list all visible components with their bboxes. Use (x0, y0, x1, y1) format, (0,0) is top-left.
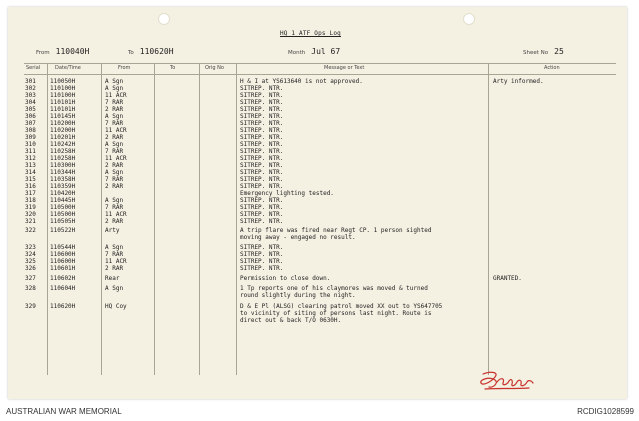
from-unit: A Sgn (105, 141, 124, 148)
serial-number: 326 (25, 265, 36, 272)
column-header-orig-no: Orig No (205, 65, 224, 71)
from-unit: 7 RAR (105, 204, 124, 211)
serial-number: 301 (25, 78, 36, 85)
archive-credit: AUSTRALIAN WAR MEMORIAL (6, 407, 122, 416)
message-text: SITREP. NTR. (240, 218, 284, 225)
date-time: 110101H (50, 106, 76, 113)
from-unit: 7 RAR (105, 176, 124, 183)
serial-number: 324 (25, 251, 36, 258)
from-unit: 2 RAR (105, 162, 124, 169)
column-header-datetime: Date/Time (55, 65, 81, 71)
date-time: 110050H (50, 78, 76, 85)
serial-number: 316 (25, 183, 36, 190)
from-unit: 2 RAR (105, 106, 124, 113)
message-text: H & I at YS613640 is not approved. (240, 78, 363, 85)
from-unit: 11 ACR (105, 155, 127, 162)
column-divider (101, 63, 102, 375)
date-time: 110100H (50, 85, 76, 92)
message-text: SITREP. NTR. (240, 148, 284, 155)
column-header-serial: Serial (26, 65, 41, 71)
message-text: Permission to close down. (240, 275, 331, 282)
date-time: 110500H (50, 204, 76, 211)
serial-number: 309 (25, 134, 36, 141)
serial-number: 329 (25, 303, 36, 310)
action-text: GRANTED. (493, 275, 522, 282)
to-value: 110620H (139, 47, 174, 56)
from-unit: A Sgn (105, 244, 124, 251)
from-unit: A Sgn (105, 85, 124, 92)
serial-number: 306 (25, 113, 36, 120)
from-unit: 11 ACR (105, 258, 127, 265)
message-text: SITREP. NTR. (240, 169, 284, 176)
column-divider (154, 63, 155, 375)
from-unit: HQ Coy (105, 303, 127, 310)
message-text: SITREP. NTR. (240, 211, 284, 218)
from-unit: A Sgn (105, 285, 124, 292)
date-time: 110200H (50, 127, 76, 134)
from-unit: 11 ACR (105, 211, 127, 218)
serial-number: 328 (25, 285, 36, 292)
message-text: SITREP. NTR. (240, 134, 284, 141)
date-time: 110620H (50, 303, 76, 310)
column-header-to: To (170, 65, 176, 71)
serial-number: 318 (25, 197, 36, 204)
date-time: 110300H (50, 162, 76, 169)
date-time: 110544H (50, 244, 76, 251)
month-field (288, 47, 340, 56)
from-unit: 7 RAR (105, 99, 124, 106)
message-text: SITREP. NTR. (240, 92, 284, 99)
message-text: SITREP. NTR. (240, 176, 284, 183)
from-value: 110040H (55, 47, 90, 56)
serial-number: 313 (25, 162, 36, 169)
message-text: SITREP. NTR. (240, 258, 284, 265)
punch-hole-left (158, 13, 170, 25)
message-text: SITREP. NTR. (240, 162, 284, 169)
message-text: Emergency lighting tested. (240, 190, 334, 197)
serial-number: 315 (25, 176, 36, 183)
serial-number: 308 (25, 127, 36, 134)
message-text: SITREP. NTR. (240, 265, 284, 272)
message-text: D & E Pl (ALSG) clearing patrol moved XX out to YS647705 to vicinity of siting of persons last night. Route is direct out & back T/O 0630H. (240, 303, 443, 324)
from-unit: 7 RAR (105, 120, 124, 127)
from-unit: 11 ACR (105, 92, 127, 99)
log-table (24, 63, 616, 375)
message-text: SITREP. NTR. (240, 113, 284, 120)
punch-hole-right (463, 13, 475, 25)
serial-number: 304 (25, 99, 36, 106)
column-divider (236, 63, 237, 375)
sheet-field (523, 47, 564, 56)
from-unit: Arty (105, 227, 120, 234)
column-divider (47, 63, 48, 375)
serial-number: 310 (25, 141, 36, 148)
month-value: Jul 67 (311, 47, 341, 56)
message-text: SITREP. NTR. (240, 85, 284, 92)
column-header-from: From (118, 65, 131, 71)
message-text: SITREP. NTR. (240, 99, 284, 106)
message-text: SITREP. NTR. (240, 183, 284, 190)
from-unit: 2 RAR (105, 218, 124, 225)
date-time: 110100H (50, 92, 76, 99)
from-label: From (36, 50, 50, 56)
date-time: 110358H (50, 176, 76, 183)
date-time: 110145H (50, 113, 76, 120)
date-time: 110500H (50, 211, 76, 218)
from-unit: 7 RAR (105, 148, 124, 155)
message-text: SITREP. NTR. (240, 141, 284, 148)
from-unit: A Sgn (105, 78, 124, 85)
date-time: 110258H (50, 148, 76, 155)
column-divider (199, 63, 200, 375)
from-unit: A Sgn (105, 197, 124, 204)
header-rule (24, 74, 616, 75)
serial-number: 325 (25, 258, 36, 265)
message-text: SITREP. NTR. (240, 106, 284, 113)
serial-number: 317 (25, 190, 36, 197)
serial-number: 305 (25, 106, 36, 113)
column-header-action: Action (544, 65, 560, 71)
serial-number: 323 (25, 244, 36, 251)
message-text: SITREP. NTR. (240, 204, 284, 211)
date-time: 110101H (50, 99, 76, 106)
message-text: SITREP. NTR. (240, 251, 284, 258)
date-time: 110600H (50, 251, 76, 258)
serial-number: 311 (25, 148, 36, 155)
serial-number: 314 (25, 169, 36, 176)
serial-number: 321 (25, 218, 36, 225)
date-time: 110344H (50, 169, 76, 176)
date-time: 110600H (50, 258, 76, 265)
from-unit: Rear (105, 275, 120, 282)
date-time: 110505H (50, 218, 76, 225)
serial-number: 319 (25, 204, 36, 211)
date-time: 110420H (50, 190, 76, 197)
sheet-value: 25 (554, 47, 564, 56)
to-label: To (128, 50, 134, 56)
serial-number: 320 (25, 211, 36, 218)
serial-number: 303 (25, 92, 36, 99)
from-unit: 2 RAR (105, 134, 124, 141)
date-time: 110258H (50, 155, 76, 162)
message-text: SITREP. NTR. (240, 120, 284, 127)
date-time: 110242H (50, 141, 76, 148)
action-text: Arty informed. (493, 78, 544, 85)
sheet-label: Sheet No (523, 50, 549, 56)
date-time: 110522H (50, 227, 76, 234)
serial-number: 327 (25, 275, 36, 282)
from-unit: A Sgn (105, 113, 124, 120)
date-time: 110200H (50, 120, 76, 127)
date-time: 110445H (50, 197, 76, 204)
date-time: 110359H (50, 183, 76, 190)
date-time: 110602H (50, 275, 76, 282)
archive-reference: RCDIG1028599 (577, 407, 634, 416)
signature-icon (477, 368, 537, 392)
date-time: 110201H (50, 134, 76, 141)
serial-number: 302 (25, 85, 36, 92)
from-unit: 2 RAR (105, 265, 124, 272)
message-text: SITREP. NTR. (240, 197, 284, 204)
date-time: 110601H (50, 265, 76, 272)
message-text: SITREP. NTR. (240, 155, 284, 162)
table-top-rule (24, 63, 616, 64)
from-unit: A Sgn (105, 169, 124, 176)
message-text: 1 Tp reports one of his claymores was moved & turned round slightly during the night. (240, 285, 428, 299)
serial-number: 307 (25, 120, 36, 127)
from-field (36, 47, 89, 56)
message-text: A trip flare was fired near Regt CP. 1 person sighted moving away - engaged no result. (240, 227, 432, 241)
to-field (128, 47, 174, 56)
date-time: 110604H (50, 285, 76, 292)
message-text: SITREP. NTR. (240, 244, 284, 251)
column-header-message: Message or Text (324, 65, 365, 71)
from-unit: 11 ACR (105, 127, 127, 134)
column-divider (488, 63, 489, 375)
message-text: SITREP. NTR. (240, 127, 284, 134)
serial-number: 312 (25, 155, 36, 162)
month-label: Month (288, 50, 306, 56)
from-unit: 2 RAR (105, 183, 124, 190)
from-unit: 7 RAR (105, 251, 124, 258)
serial-number: 322 (25, 227, 36, 234)
log-title: HQ 1 ATF Ops Log (280, 30, 341, 37)
